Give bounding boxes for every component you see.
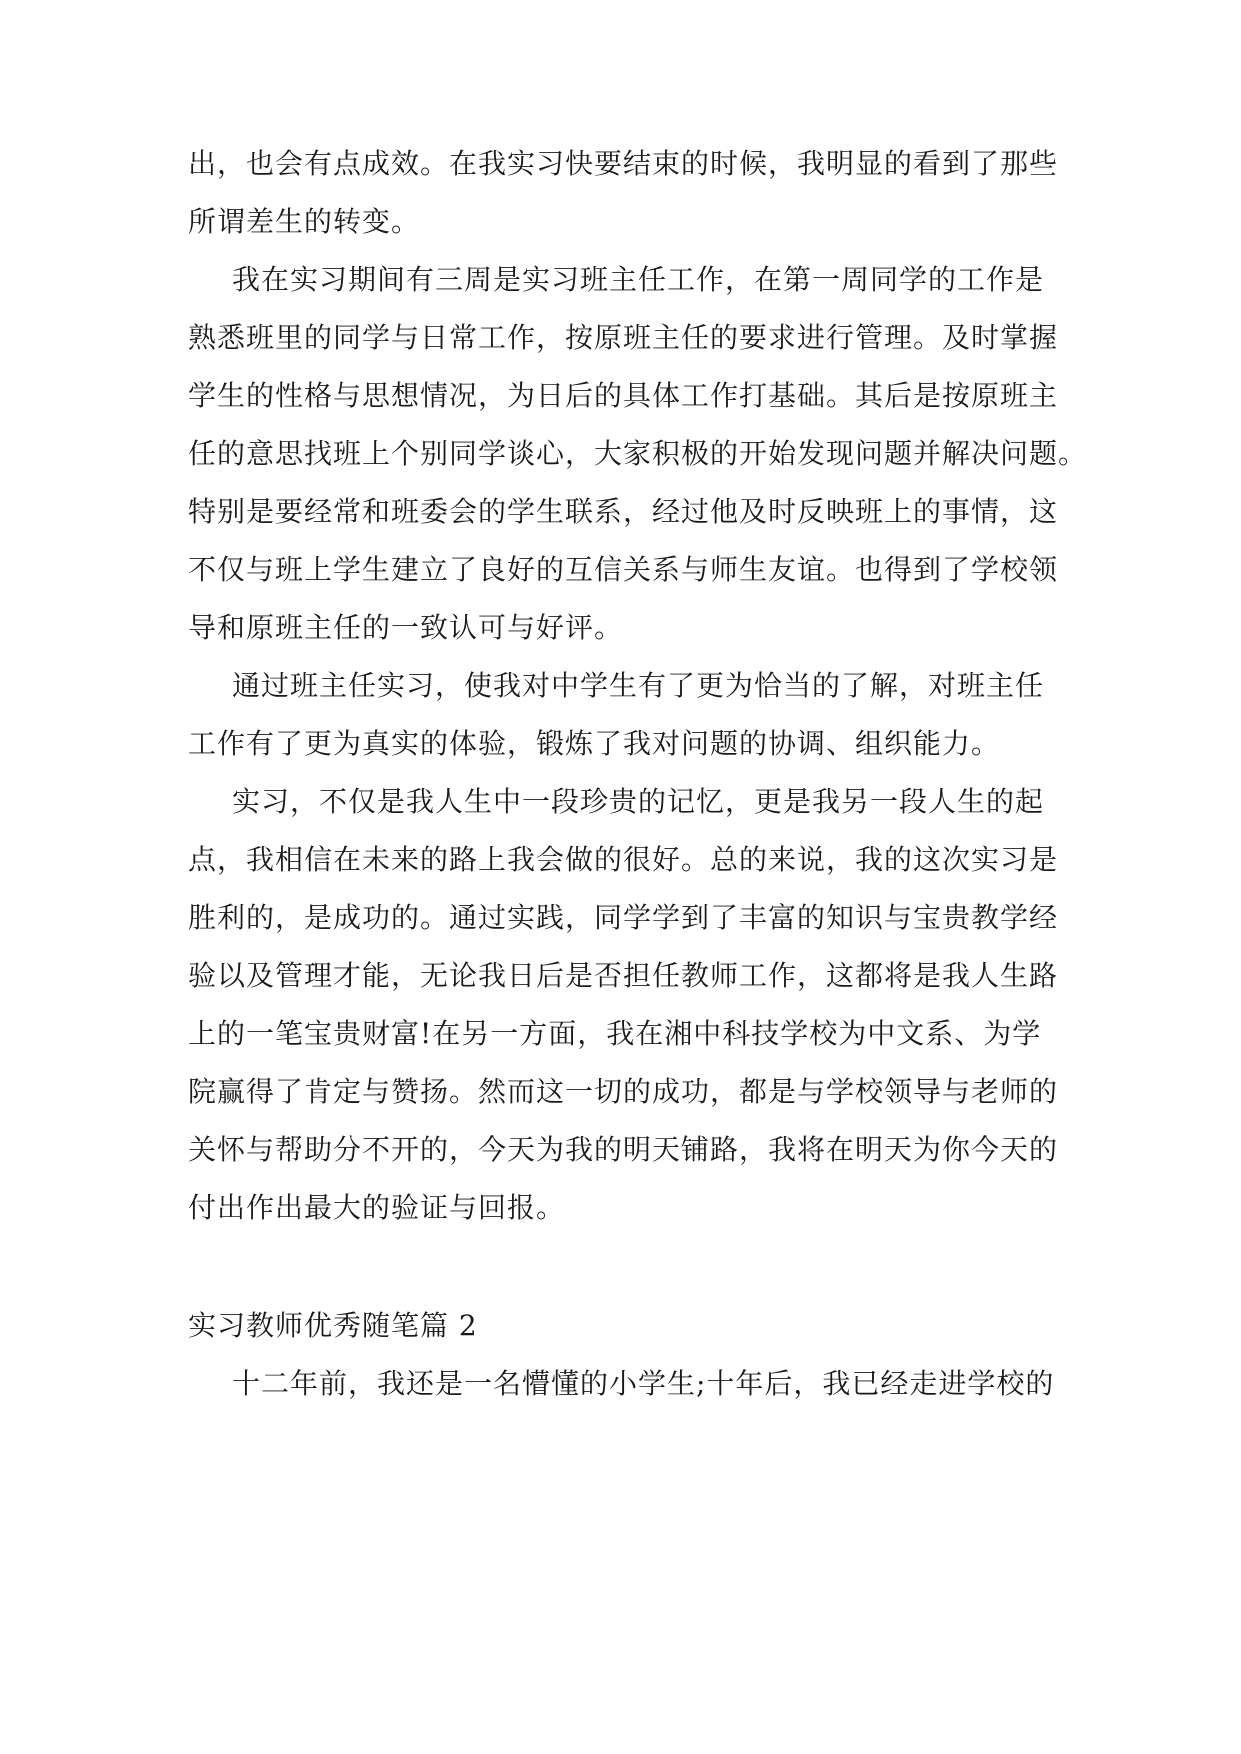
text-line: 导和原班主任的一致认可与好评。 — [188, 611, 624, 644]
text-line: 所谓差生的转变。 — [188, 205, 421, 238]
paragraph-first-line: 十二年前，我还是一名懵懂的小学生;十年后，我已经走进学校的 — [232, 1367, 1055, 1400]
text-line: 出，也会有点成效。在我实习快要结束的时候，我明显的看到了那些 — [188, 147, 1059, 180]
text-line: 点，我相信在未来的路上我会做的很好。总的来说，我的这次实习是 — [188, 843, 1059, 876]
section-heading: 实习教师优秀随笔篇 2 — [188, 1309, 478, 1342]
text-line: 学生的性格与思想情况，为日后的具体工作打基础。其后是按原班主 — [188, 379, 1059, 412]
paragraph-first-line: 通过班主任实习，使我对中学生有了更为恰当的了解，对班主任 — [232, 669, 1045, 702]
text-line: 院赢得了肯定与赞扬。然而这一切的成功，都是与学校领导与老师的 — [188, 1075, 1059, 1108]
text-line: 关怀与帮助分不开的，今天为我的明天铺路，我将在明天为你今天的 — [188, 1133, 1059, 1166]
paragraph-first-line: 我在实习期间有三周是实习班主任工作，在第一周同学的工作是 — [232, 263, 1045, 296]
text-line: 任的意思找班上个别同学谈心，大家积极的开始发现问题并解决问题。 — [188, 437, 1088, 470]
text-line: 上的一笔宝贵财富!在另一方面，我在湘中科技学校为中文系、为学 — [188, 1017, 1042, 1050]
text-line: 工作有了更为真实的体验，锻炼了我对问题的协调、组织能力。 — [188, 727, 1001, 760]
text-line: 付出作出最大的验证与回报。 — [188, 1191, 566, 1224]
text-line: 验以及管理才能，无论我日后是否担任教师工作，这都将是我人生路 — [188, 959, 1059, 992]
text-line: 特别是要经常和班委会的学生联系，经过他及时反映班上的事情，这 — [188, 495, 1059, 528]
text-line: 不仅与班上学生建立了良好的互信关系与师生友谊。也得到了学校领 — [188, 553, 1059, 586]
paragraph-first-line: 实习，不仅是我人生中一段珍贵的记忆，更是我另一段人生的起 — [232, 785, 1045, 818]
text-line: 熟悉班里的同学与日常工作，按原班主任的要求进行管理。及时掌握 — [188, 321, 1059, 354]
text-line: 胜利的，是成功的。通过实践，同学学到了丰富的知识与宝贵教学经 — [188, 901, 1059, 934]
